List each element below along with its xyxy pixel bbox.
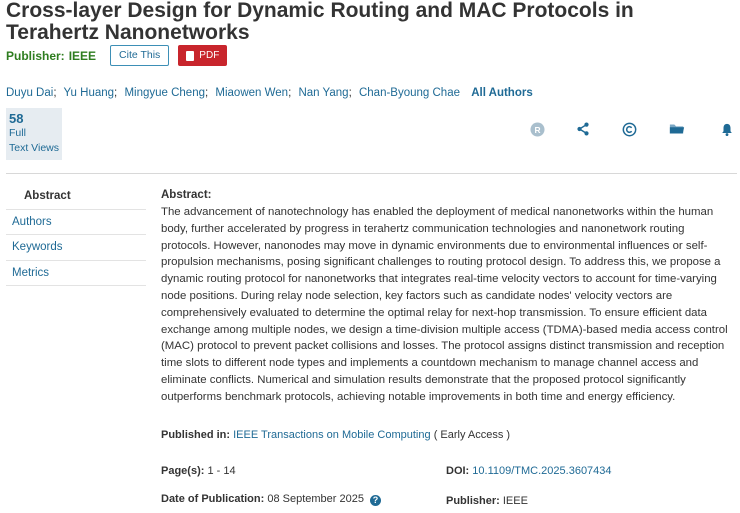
nav-item-keywords[interactable]: Keywords xyxy=(6,235,146,261)
pages-row xyxy=(161,465,236,477)
published-in-row xyxy=(161,429,510,441)
doi-label: DOI: xyxy=(446,465,470,477)
metric-label-full: Full xyxy=(9,127,26,139)
publisher-detail-row xyxy=(446,495,528,507)
pdf-button[interactable] xyxy=(178,45,227,66)
doi-link[interactable]: 10.1109/TMC.2025.3607434 xyxy=(472,465,612,477)
svg-text:R: R xyxy=(533,124,541,135)
action-icon-bar xyxy=(0,120,740,140)
author-list: Duyu Dai; Yu Huang; Mingyue Cheng; Miaowen Wen; Nan Yang; Chan-Byoung Chae All Authors xyxy=(6,87,533,99)
publisher-detail-label: Publisher: xyxy=(446,495,500,507)
author-link[interactable]: Miaowen Wen xyxy=(215,87,289,99)
publisher-detail-value: IEEE xyxy=(502,495,528,507)
publisher-name: IEEE xyxy=(68,48,97,63)
pages-label: Page(s): xyxy=(161,465,205,477)
cite-this-button[interactable]: Cite This xyxy=(110,45,169,66)
author-link[interactable]: Duyu Dai xyxy=(6,87,54,99)
help-icon[interactable]: ? xyxy=(370,495,381,506)
pdf-button-label: PDF xyxy=(199,50,220,61)
publication-date-label: Date of Publication: xyxy=(161,493,265,505)
doi-row xyxy=(446,465,612,477)
nav-item-metrics[interactable]: Metrics xyxy=(6,261,146,287)
share-icon[interactable] xyxy=(574,120,592,138)
rights-icon[interactable] xyxy=(528,120,546,138)
all-authors-link[interactable]: All Authors xyxy=(471,87,533,99)
publication-date-row xyxy=(161,493,381,506)
nav-item-authors[interactable]: Authors xyxy=(6,210,146,236)
publisher-row xyxy=(6,45,227,66)
metric-count: 58 xyxy=(9,111,24,126)
pages-value: 1 - 14 xyxy=(207,465,236,477)
journal-link[interactable]: IEEE Transactions on Mobile Computing xyxy=(233,429,431,441)
publisher-label: Publisher: xyxy=(6,48,65,63)
author-link[interactable]: Nan Yang xyxy=(298,87,349,99)
nav-item-abstract[interactable]: Abstract xyxy=(6,184,146,210)
author-link[interactable]: Mingyue Cheng xyxy=(124,87,205,99)
pdf-file-icon xyxy=(186,51,194,61)
abstract-section xyxy=(161,187,731,406)
folder-icon[interactable] xyxy=(668,120,686,138)
copyright-icon[interactable] xyxy=(620,120,638,138)
published-in-label: Published in: xyxy=(161,429,231,441)
section-nav xyxy=(6,184,146,286)
author-link[interactable]: Yu Huang xyxy=(63,87,115,99)
early-access-note: ( Early Access ) xyxy=(433,429,511,441)
metric-label-views: Text Views xyxy=(9,142,59,154)
abstract-heading: Abstract: xyxy=(161,189,212,201)
section-divider xyxy=(6,173,737,174)
abstract-text: The advancement of nanotechnology has enabled the deployment of medical nanonetworks within the human body, further accelerated by progress in terahertz communication technologies and nanonetwork routing protocols. However, nanonodes may move in dynamic environments due to environmental influences or self-propulsion mechanisms, posing significant challenges to routing protocol design. To address this, we propose a dynamic routing protocol for nanonetworks that integrates real-time velocity vectors to account for time-varying node positions. During relay node selection, key factors such as candidate nodes' velocity vectors are comprehensively evaluated to determine the optimal relay for next-hop transmission. To ensure efficient data exchange among multiple nodes, we design a time-division multiple access (TDMA)-based media access control (MAC) protocol to prevent packet collisions and losses. The protocol assigns distinct transmission and reception time slots to different node types and implements a countdown mechanism to manage channel access and eliminate conflicts. Numerical and simulation results demonstrate that the proposed protocol significantly outperforms benchmark protocols, achieving notable improvements in both time and energy efficiency. xyxy=(161,206,728,403)
publication-date-value: 08 September 2025 xyxy=(267,493,364,505)
article-title: Cross-layer Design for Dynamic Routing and MAC Protocols in Terahertz Nanonetworks xyxy=(6,0,634,44)
author-link[interactable]: Chan-Byoung Chae xyxy=(358,87,460,99)
alert-bell-icon[interactable] xyxy=(718,120,736,138)
